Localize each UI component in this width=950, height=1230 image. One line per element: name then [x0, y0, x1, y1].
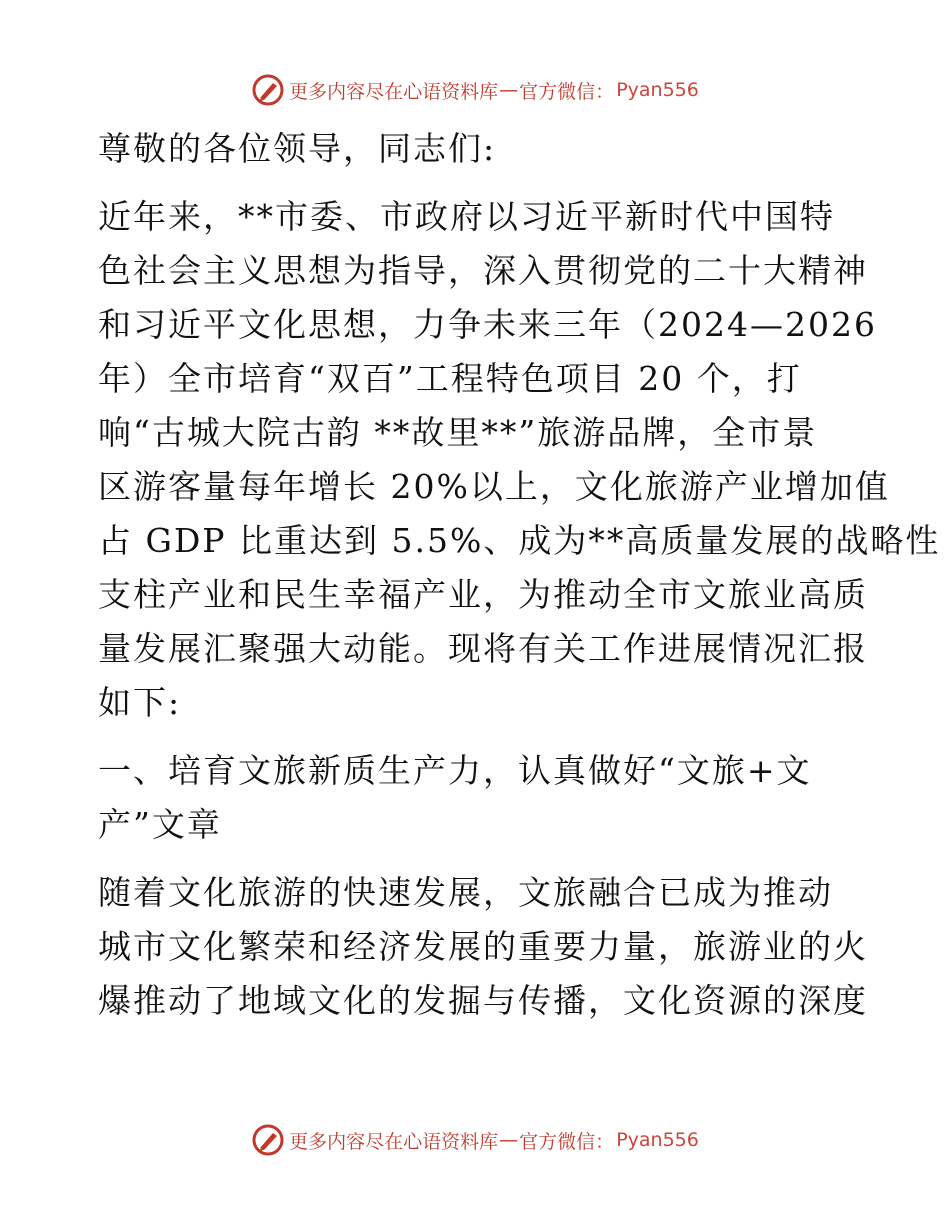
watermark-dash: — — [499, 1129, 519, 1151]
text-line: 随着文化旅游的快速发展，文旅融合已成为推动 — [98, 873, 833, 912]
watermark-official-label: 官方微信： — [519, 1130, 615, 1153]
watermark-brand: 更多内容尽在心语资料库 — [289, 1130, 499, 1153]
text-line: 支柱产业和民生幸福产业，为推动全市文旅业高质 — [98, 575, 868, 614]
watermark-account: Pyan556 — [616, 1129, 699, 1151]
text-line: 占 GDP 比重达到 5.5%、成为**高质量发展的战略性 — [98, 521, 941, 560]
greeting — [98, 122, 858, 176]
text-line: 近年来，**市委、市政府以习近平新时代中国特 — [98, 197, 835, 236]
section-heading — [98, 744, 858, 852]
heading-line: 产”文章 — [98, 805, 222, 844]
text-line: 如下: — [98, 683, 182, 722]
header-watermark — [0, 70, 950, 110]
text-line: 和习近平文化思想，力争未来三年（2024—2026 — [98, 305, 877, 344]
watermark-brand: 更多内容尽在心语资料库 — [289, 80, 499, 103]
paragraph-intro — [98, 190, 941, 730]
document-body — [98, 122, 941, 1042]
text-line: 量发展汇聚强大动能。现将有关工作进展情况汇报 — [98, 629, 868, 668]
quill-pen-logo-icon — [251, 1123, 285, 1157]
watermark-official-label: 官方微信： — [519, 80, 615, 103]
greeting-line: 尊敬的各位领导，同志们: — [98, 129, 497, 168]
text-line: 响“古城大院古韵 **故里**”旅游品牌，全市景 — [98, 413, 818, 452]
text-line: 年）全市培育“双百”工程特色项目 20 个，打 — [98, 359, 802, 398]
text-line: 城市文化繁荣和经济发展的重要力量，旅游业的火 — [98, 927, 868, 966]
quill-pen-logo-icon — [251, 73, 285, 107]
text-line: 爆推动了地域文化的发掘与传播，文化资源的深度 — [98, 981, 868, 1020]
paragraph-body — [98, 866, 868, 1028]
heading-line: 一、培育文旅新质生产力，认真做好“文旅+文 — [98, 751, 812, 790]
watermark-dash: — — [499, 79, 519, 101]
footer-watermark — [0, 1120, 950, 1160]
text-line: 区游客量每年增长 20%以上，文化旅游产业增加值 — [98, 467, 890, 506]
text-line: 色社会主义思想为指导，深入贯彻党的二十大精神 — [98, 251, 868, 290]
watermark-account: Pyan556 — [616, 79, 699, 101]
